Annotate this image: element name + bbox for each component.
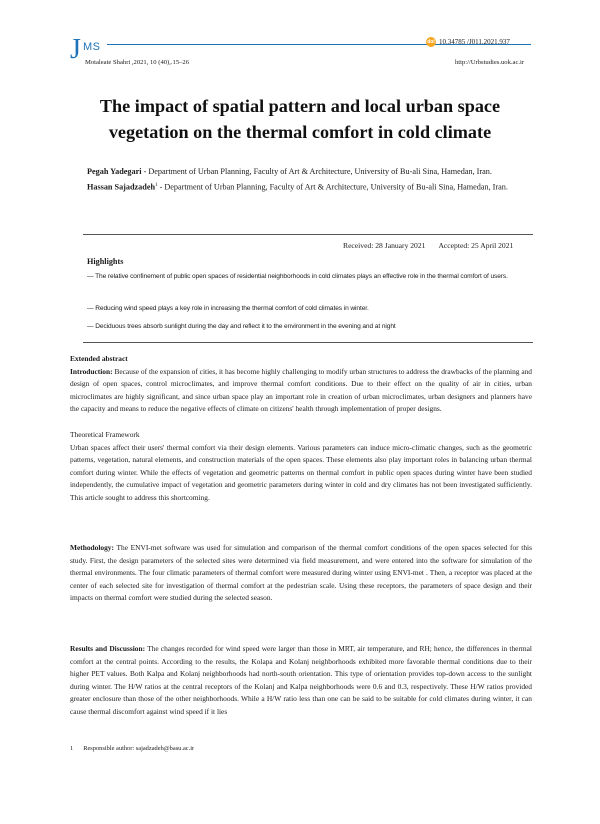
author-2 xyxy=(87,179,533,195)
author-2-footnote-mark: 1 xyxy=(155,183,158,189)
highlights-heading: Highlights xyxy=(87,257,124,266)
journal-url[interactable]: http://Urbstudies.uok.ac.ir xyxy=(455,59,525,66)
footnote-text: Responsible author: sajadzadeh@basu.ac.ir xyxy=(83,745,195,752)
results-text: The changes recorded for wind speed were larger than those in MRT, air temperature, and RH; hence, the differences in thermal comfort at the central points. According to the results, the Kolapa and Kolanj neighborhoods exhibited more favorable thermal conditions due to their higher PET values. Both Kalpa and Kolanj neighborhoods had north-south orientation. This type of orientation provides top-down access to the sunlight during winter. The H/W ratios at the central receptors of the Kolanj and Kalpa neighborhoods were 0.6 and 0.3, respectively. These H/W ratios provided greater enclosure than those of the other neighborhoods. While a H/W ratio less than one can be said to be suitable for cold climates during winter, it can cause thermal discomfort against wind speed if it lies xyxy=(70,644,532,716)
results-label: Results and Discussion: xyxy=(70,644,146,653)
introduction-text: Because of the expansion of cities, it has become highly challenging to modify urban structures to address the drawbacks of the planning and design of open spaces, control microclimates, and improve thermal comfort conditions. Due to their effect on the quality of air in cities, urban microclimates are highly significant, and since urban space play an important role in creation of urban microclimates, urban designers and planners have the capacity and means to reduce the negative effects of climate on citizens' health through implementation of proper designs. xyxy=(70,366,532,414)
highlight-item: — Reducing wind speed plays a key role in increasing the thermal comfort of cold climates in winter. xyxy=(87,305,369,312)
doi-icon: doi xyxy=(427,39,435,45)
abstract-heading: Extended abstract xyxy=(70,354,128,363)
footnote xyxy=(70,745,194,752)
author-1-affiliation: - Department of Urban Planning, Faculty of Art & Architecture, University of Bu-ali Sina, Hamedan, Iran. xyxy=(141,167,492,176)
accepted-date: Accepted: 25 April 2021 xyxy=(438,241,514,250)
theoretical-framework-text: Urban spaces affect their users' thermal comfort via their design elements. Various parameters can induce micro-climatic changes, such as the geometric patterns, vegetation, natural elements, and construction materials of the open spaces. These elements also play important roles in balancing urban thermal comfort during winter. While the effects of vegetation and geometric patterns on thermal comfort in public open spaces during winter have been studied independently, the cumulative impact of vegetation and geometric parameters during winter in cold and dry climates has not been investigated sufficiently. This article sought to address this shortcoming. xyxy=(70,442,532,502)
author-1 xyxy=(87,165,533,179)
logo-letter-j: J xyxy=(70,34,81,65)
theoretical-framework-section xyxy=(70,429,532,505)
theoretical-framework-heading: Theoretical Framework xyxy=(70,430,140,439)
methodology-label: Methodology: xyxy=(70,543,114,552)
author-2-affiliation: - Department of Urban Planning, Faculty of Art & Architecture, University of Bu-ali Sina, Hamedan, Iran. xyxy=(157,183,508,193)
highlight-item: — Deciduous trees absorb sunlight during the day and reflect it to the environment in the evening and at night xyxy=(87,323,396,330)
footnote-number: 1 xyxy=(70,745,74,752)
authors-block xyxy=(87,165,533,195)
author-2-name: Hassan Sajadzadeh xyxy=(87,183,156,193)
introduction-section xyxy=(70,353,532,416)
divider xyxy=(83,234,533,235)
logo-letters-ms: MS xyxy=(83,41,101,53)
author-1-name: Pegah Yadegari xyxy=(87,167,142,176)
divider xyxy=(83,342,533,343)
introduction-label: Introduction: xyxy=(70,366,113,376)
methodology-text: The ENVI-met software was used for simulation and comparison of the thermal comfort conditions of the open spaces selected for this study. First, the design parameters of the selected sites were determined via field measurement, and were entered into the software for simulation of the thermal environments. The four climatic parameters of thermal comfort were measured during winter using ENVI-met . Then, a receptor was placed at the center of each selected site for investigation of thermal comfort at the pedestrian scale. Using these receptors, the parameters of space design and their impacts on thermal comfort were studied during the selected season. xyxy=(70,543,532,603)
received-date: Received: 28 January 2021 xyxy=(343,241,426,250)
paper-title: The impact of spatial pattern and local urban space vegetation on the thermal comfort in cold climate xyxy=(99,96,501,142)
doi-link[interactable] xyxy=(426,37,510,47)
doi-text: 10.34785 /J011.2021.937 xyxy=(439,38,510,46)
journal-citation: Motaleate Shahri ,2021, 10 (40),.15–26 xyxy=(85,59,190,66)
highlight-item: — The relative confinement of public open spaces of residential neighborhoods in cold climates plays an effective role in the thermal comfort of users. xyxy=(87,273,508,280)
results-section xyxy=(70,643,532,719)
methodology-section xyxy=(70,542,532,605)
dates xyxy=(343,241,513,250)
